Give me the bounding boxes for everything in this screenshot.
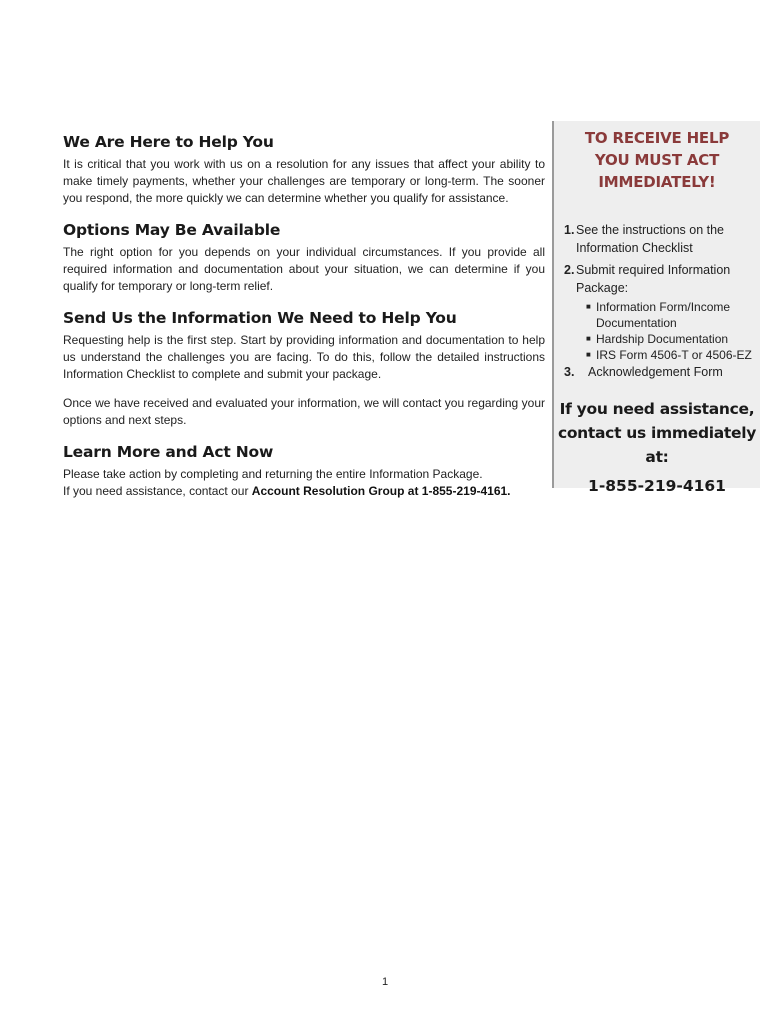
section-paragraph: Once we have received and evaluated your information, we will contact you regarding your options and next steps.: [63, 396, 545, 427]
section-send-info: [63, 309, 545, 429]
section-heading: Send Us the Information We Need to Help You: [63, 309, 457, 327]
list-item: ■ Hardship Documentation: [586, 332, 729, 346]
step-number: 3.: [564, 365, 575, 379]
page-number: 1: [381, 976, 389, 988]
contact-group-bold: Account Resolution Group at 1-855-219-4161.: [251, 484, 511, 498]
section-paragraph: It is critical that you work with us on a resolution for any issues that affect your ability to make timely payments, whether your challenges are temporary or long-term. The sooner you respond, the more quickly we can determine whether you qualify for assistance.: [63, 157, 545, 205]
section-line: [63, 483, 545, 500]
step-number: 1.: [564, 223, 575, 237]
step-text: Submit required Information Package:: [576, 263, 731, 295]
section-paragraph: Requesting help is the first step. Start by providing information and documentation to help us understand the challenges you are facing. To do this, follow the detailed instructions Information Checklist to complete and submit your package.: [63, 333, 545, 381]
section-line: Please take action by completing and returning the entire Information Package.: [63, 467, 483, 481]
square-bullet-icon: ■: [586, 334, 591, 343]
step-number: 2.: [564, 263, 575, 277]
section-heading: We Are Here to Help You: [63, 133, 274, 151]
section-heading: Learn More and Act Now: [63, 443, 274, 461]
sidebar-box: [552, 121, 760, 495]
contact-prefix: If you need assistance, contact our: [63, 484, 252, 498]
steps-list: [554, 221, 760, 381]
package-bullets: [586, 299, 752, 363]
list-item: ■ Information Form/Income Documentation: [586, 300, 731, 330]
section-help: [63, 133, 545, 207]
section-paragraph: The right option for you depends on your individual circumstances. If you provide all required information and documentation about your situation, we can determine if you qualify for temporary or long-term relief.: [63, 245, 545, 293]
step-2: [564, 261, 752, 297]
main-content: [63, 133, 545, 514]
step-text: See the instructions on the Information Checklist: [576, 223, 725, 255]
section-learn-more: [63, 443, 545, 500]
list-item: ■ IRS Form 4506-T or 4506-EZ: [586, 348, 752, 362]
section-options: [63, 221, 545, 295]
step-1: [564, 221, 752, 257]
sidebar-heading: TO RECEIVE HELP YOU MUST ACT IMMEDIATELY!: [584, 129, 730, 191]
section-heading: Options May Be Available: [63, 221, 281, 239]
square-bullet-icon: ■: [586, 350, 591, 359]
step-3: [564, 363, 752, 381]
assistance-text: If you need assistance, contact us immediately at:: [557, 400, 757, 466]
phone-number: 1-855-219-4161: [588, 477, 726, 495]
square-bullet-icon: ■: [586, 302, 591, 311]
step-text: Acknowledgement Form: [588, 365, 723, 379]
